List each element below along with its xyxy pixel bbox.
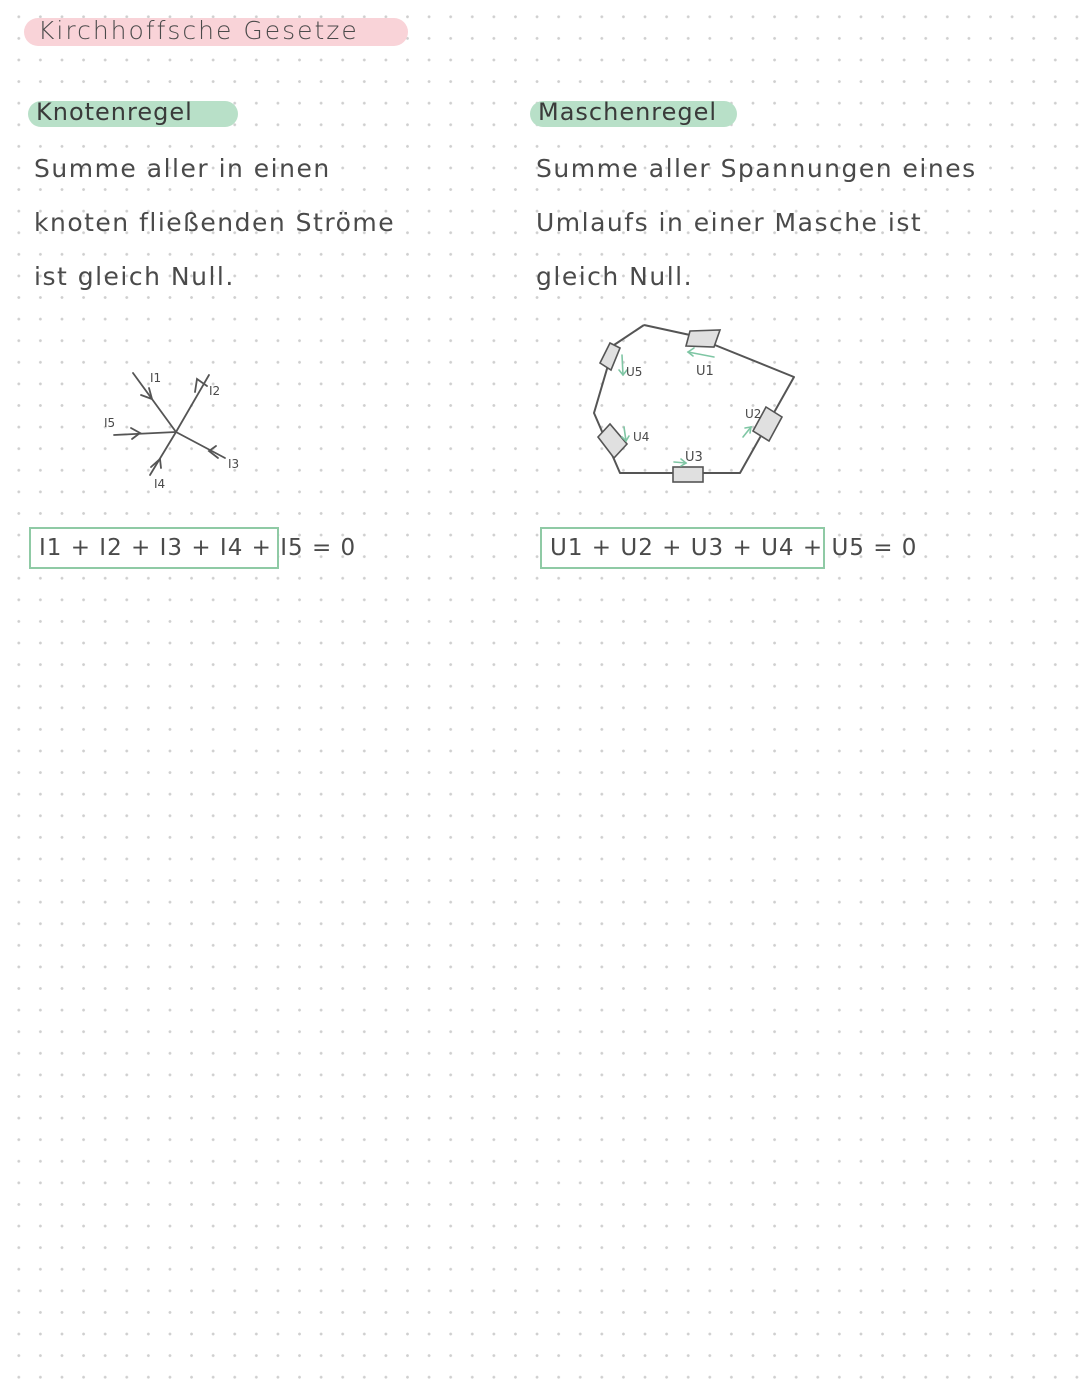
label-i4: I4 bbox=[154, 477, 166, 491]
label-i2: I2 bbox=[209, 384, 221, 398]
heading-maschenregel: Maschenregel bbox=[538, 98, 718, 126]
label-u2: U2 bbox=[745, 407, 762, 421]
maschenregel-formula-box bbox=[540, 527, 918, 569]
knotenregel-line-2: knoten fließenden Ströme bbox=[34, 208, 396, 237]
maschenregel-line-3: gleich Null. bbox=[536, 262, 694, 291]
knotenregel-line-3: ist gleich Null. bbox=[34, 262, 235, 291]
branch-i3 bbox=[176, 432, 225, 458]
maschenregel-line-1: Summe aller Spannungen eines bbox=[536, 154, 977, 183]
maschenregel-line-2: Umlaufs in einer Masche ist bbox=[536, 208, 923, 237]
label-u5: U5 bbox=[626, 365, 643, 379]
label-i5: I5 bbox=[104, 416, 116, 430]
resistor-u1 bbox=[686, 330, 720, 347]
branch-i5 bbox=[114, 432, 176, 435]
label-u1: U1 bbox=[696, 364, 714, 379]
mesh-diagram bbox=[580, 315, 810, 495]
label-i1: I1 bbox=[150, 371, 162, 385]
heading-knotenregel: Knotenregel bbox=[36, 98, 193, 126]
label-u4: U4 bbox=[633, 430, 650, 444]
resistor-u3 bbox=[673, 467, 703, 482]
node-diagram bbox=[90, 355, 260, 500]
knotenregel-line-1: Summe aller in einen bbox=[34, 154, 331, 183]
label-i3: I3 bbox=[228, 457, 240, 471]
resistor-u5 bbox=[600, 343, 620, 370]
page-title: Kirchhoffsche Gesetze bbox=[38, 16, 359, 45]
arrow-u5 bbox=[622, 355, 623, 375]
knotenregel-formula: I1 + I2 + I3 + I4 + I5 = 0 bbox=[39, 535, 357, 561]
knotenregel-formula-box bbox=[29, 527, 357, 569]
branch-i4 bbox=[150, 432, 176, 475]
maschenregel-formula: U1 + U2 + U3 + U4 + U5 = 0 bbox=[550, 535, 918, 561]
label-u3: U3 bbox=[685, 450, 703, 465]
resistor-u4 bbox=[598, 424, 627, 458]
